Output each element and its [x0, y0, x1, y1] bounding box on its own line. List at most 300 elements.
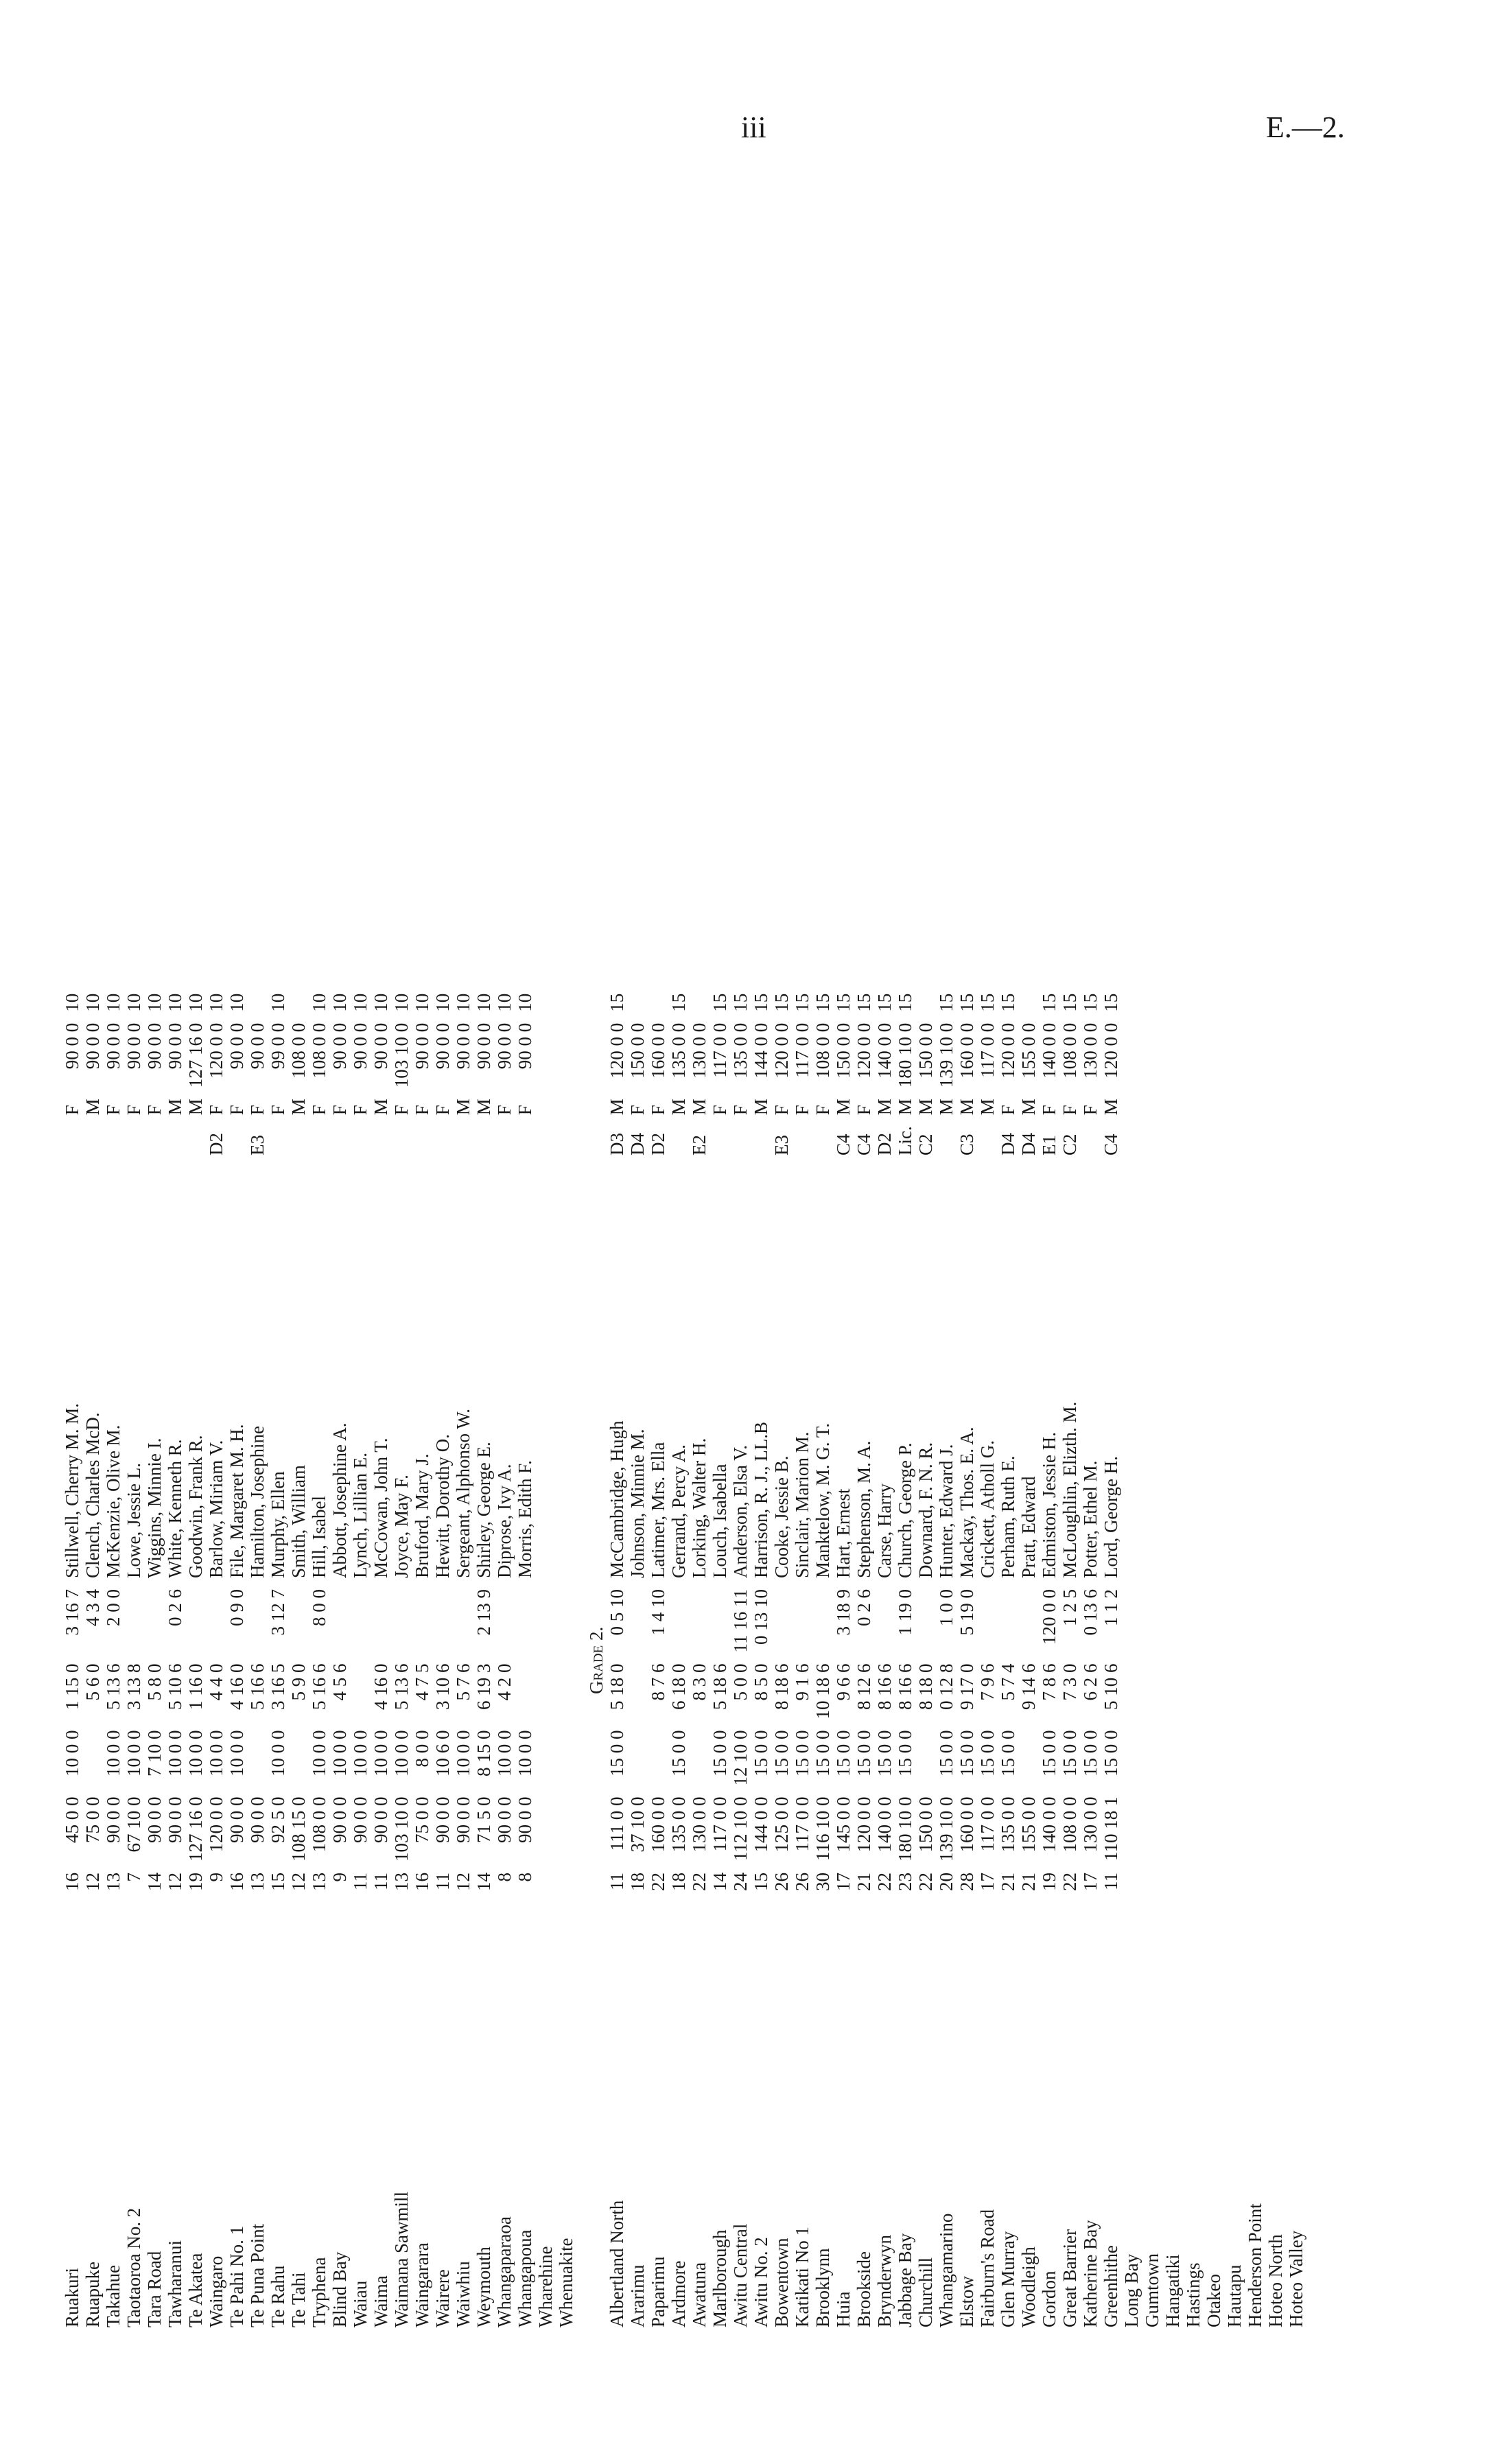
other-allowance: [812, 1584, 833, 1658]
teacher-bonus: [1142, 988, 1162, 1018]
teacher-name: Stephenson, M. A.: [854, 1440, 874, 1578]
bonus: [648, 1725, 668, 1792]
other-allowance: [1245, 1584, 1265, 1658]
teacher-salary: 144 0 0: [751, 1022, 771, 1079]
teacher-bonus: 15: [668, 993, 689, 1012]
bonus: 15 0 0: [668, 1730, 689, 1776]
attendance: [1204, 1867, 1224, 1897]
teacher-name: Diprose, Ivy A.: [494, 1464, 515, 1578]
other-allowance: 0 9 0: [226, 1589, 247, 1626]
teacher-salary: 117 0 0: [792, 1022, 812, 1078]
table-row: [288, 988, 309, 2333]
sex: [1286, 1093, 1306, 1120]
classification: [1183, 1120, 1204, 1161]
school-name: Whangapoua: [515, 2229, 535, 2327]
teacher-bonus: 10: [473, 993, 494, 1012]
sex: M: [82, 1099, 103, 1116]
school-name: Ruakuri: [62, 2268, 82, 2327]
salary: [1265, 1792, 1286, 1868]
attendance: 21: [998, 1873, 1018, 1891]
bonus: 10 0 0: [165, 1730, 185, 1776]
teacher-salary: [1183, 1018, 1204, 1094]
teacher-bonus: 10: [412, 993, 432, 1012]
teacher-name: [1265, 1161, 1286, 1584]
teacher-name: [1121, 1161, 1142, 1584]
sex: [556, 1093, 576, 1120]
school-name: Awatuna: [689, 2262, 709, 2327]
capitation: 10 18 6: [812, 1663, 833, 1720]
teacher-bonus: [1183, 988, 1204, 1018]
teacher-salary: [1245, 1018, 1265, 1094]
other-allowance: 0 13 10: [751, 1589, 771, 1645]
salary: 108 15 0: [288, 1796, 309, 1862]
bonus: 10 0 0: [371, 1730, 391, 1776]
teacher-bonus: 15: [1101, 993, 1121, 1012]
teacher-salary: [1162, 1018, 1183, 1094]
bonus: [82, 1725, 103, 1792]
sex: F: [648, 1105, 668, 1116]
bonus: 10 0 0: [185, 1730, 206, 1776]
classification: [709, 1120, 730, 1161]
table-row: [1245, 988, 1265, 2333]
teacher-bonus: [1018, 988, 1039, 1018]
sex: F: [771, 1105, 792, 1116]
table-row: [556, 988, 576, 2333]
sex: M: [751, 1099, 771, 1116]
sex: M: [833, 1099, 854, 1116]
classification: [1080, 1120, 1101, 1161]
attendance: 14: [144, 1873, 165, 1891]
teacher-salary: 90 0 0: [412, 1022, 432, 1070]
bonus: 15 0 0: [812, 1730, 833, 1776]
salary: 117 0 0: [709, 1796, 730, 1852]
sex: F: [854, 1105, 874, 1116]
school-name: Gordon: [1039, 2271, 1059, 2327]
other-allowance: 0 13 6: [1080, 1589, 1101, 1636]
teacher-bonus: 10: [432, 993, 453, 1012]
other-allowance: [792, 1584, 812, 1658]
bonus: 12 10 0: [730, 1730, 751, 1786]
capitation: [1204, 1658, 1224, 1725]
teacher-salary: 99 0 0: [268, 1022, 288, 1070]
salary: 130 0 0: [689, 1796, 709, 1853]
teacher-salary: 90 0 0: [494, 1022, 515, 1070]
other-allowance: 0 2 6: [165, 1589, 185, 1626]
school-name: Katherine Bay: [1080, 2220, 1101, 2327]
other-allowance: 4 3 4: [82, 1589, 103, 1626]
attendance: 22: [648, 1873, 668, 1891]
bonus: 15 0 0: [771, 1730, 792, 1776]
other-allowance: [288, 1584, 309, 1658]
table-row: [185, 988, 206, 2333]
other-allowance: [124, 1584, 144, 1658]
school-name: Te Pahi No. 1: [226, 2225, 247, 2327]
table-row: [1101, 988, 1121, 2333]
teacher-name: Morris, Edith F.: [515, 1460, 535, 1578]
teacher-salary: [1286, 1018, 1306, 1094]
bonus: 10 0 0: [124, 1730, 144, 1776]
teacher-salary: 120 0 0: [206, 1022, 226, 1079]
teacher-bonus: 15: [730, 993, 751, 1012]
salary: 92 5 0: [268, 1796, 288, 1843]
classification: [329, 1120, 350, 1161]
teacher-name: Pratt, Edward: [1018, 1476, 1039, 1578]
other-allowance: 3 18 9: [833, 1589, 854, 1636]
teacher-bonus: [1204, 988, 1224, 1018]
attendance: 16: [62, 1873, 82, 1891]
bonus: [1162, 1725, 1183, 1792]
attendance: [1183, 1867, 1204, 1897]
salary: [1224, 1792, 1245, 1868]
teacher-name: White, Kenneth R.: [165, 1439, 185, 1578]
sex: F: [709, 1105, 730, 1116]
school-name: Tawharanui: [165, 2240, 185, 2327]
salary: [556, 1792, 576, 1868]
attendance: [535, 1867, 556, 1897]
teacher-bonus: 10: [165, 993, 185, 1012]
teacher-salary: 120 0 0: [771, 1022, 792, 1079]
attendance: 21: [854, 1873, 874, 1891]
sex: F: [268, 1105, 288, 1116]
teacher-name: Hamilton, Josephine: [247, 1426, 268, 1578]
teacher-salary: 90 0 0: [453, 1022, 473, 1070]
sex: [1162, 1093, 1183, 1120]
classification: C4: [1101, 1134, 1121, 1155]
sex: M: [956, 1099, 977, 1116]
school-name: Whangamarino: [936, 2213, 956, 2327]
capitation: 5 13 6: [391, 1663, 412, 1710]
school-name: Waingarara: [412, 2242, 432, 2327]
table-row: [648, 988, 668, 2333]
other-allowance: [627, 1584, 648, 1658]
attendance: 11: [371, 1873, 391, 1890]
table-row: [268, 988, 288, 2333]
sex: F: [329, 1105, 350, 1116]
attendance: 15: [751, 1873, 771, 1891]
teacher-bonus: 10: [453, 993, 473, 1012]
salary: 67 10 0: [124, 1796, 144, 1853]
school-name: Bowentown: [771, 2238, 792, 2327]
bonus: [1265, 1725, 1286, 1792]
teacher-name: Johnson, Minnie M.: [627, 1429, 648, 1578]
attendance: 12: [82, 1873, 103, 1891]
classification: [391, 1120, 412, 1161]
table-row: [494, 988, 515, 2333]
teacher-salary: 139 10 0: [936, 1022, 956, 1088]
salary: 155 0 0: [1018, 1796, 1039, 1853]
other-allowance: [144, 1584, 165, 1658]
school-name: Takahue: [103, 2264, 124, 2327]
teacher-name: Lorking, Walter H.: [689, 1438, 709, 1578]
capitation: 3 16 5: [268, 1663, 288, 1710]
table-row: [771, 988, 792, 2333]
teacher-bonus: 15: [895, 993, 915, 1012]
classification: [144, 1120, 165, 1161]
teacher-bonus: 10: [391, 993, 412, 1012]
other-allowance: [1183, 1584, 1204, 1658]
teacher-bonus: 15: [936, 993, 956, 1012]
teacher-bonus: [247, 988, 268, 1018]
table-row: [1039, 988, 1059, 2333]
teacher-bonus: 15: [751, 993, 771, 1012]
sex: M: [874, 1099, 895, 1116]
classification: [288, 1120, 309, 1161]
school-name: Brookside: [854, 2251, 874, 2327]
teacher-bonus: 15: [874, 993, 895, 1012]
attendance: [1265, 1867, 1286, 1897]
other-allowance: [371, 1584, 391, 1658]
other-allowance: 1 1 2: [1101, 1589, 1121, 1626]
other-allowance: 2 13 9: [473, 1589, 494, 1636]
teacher-name: McCambridge, Hugh: [607, 1420, 627, 1578]
other-allowance: [1142, 1584, 1162, 1658]
sex: F: [350, 1105, 371, 1116]
table-row: [751, 988, 771, 2333]
teacher-name: [556, 1161, 576, 1584]
sex: F: [124, 1105, 144, 1116]
other-allowance: [668, 1584, 689, 1658]
teacher-salary: 140 0 0: [1039, 1022, 1059, 1079]
other-allowance: 3 12 7: [268, 1589, 288, 1636]
other-allowance: 2 0 0: [103, 1589, 124, 1626]
teacher-name: McLoughlin, Elizth. M.: [1059, 1401, 1080, 1578]
salary: 90 0 0: [329, 1796, 350, 1843]
other-allowance: [1162, 1584, 1183, 1658]
capitation: 1 15 0: [62, 1663, 82, 1710]
table-row: [473, 988, 494, 2333]
school-name: Hautapu: [1224, 2264, 1245, 2327]
sex: M: [1018, 1099, 1039, 1116]
sex: M: [936, 1099, 956, 1116]
attendance: 23: [895, 1873, 915, 1891]
school-name: Ardmore: [668, 2260, 689, 2327]
teacher-bonus: 15: [812, 993, 833, 1012]
bonus: 10 6 0: [432, 1730, 453, 1776]
teacher-name: File, Margaret M. H.: [226, 1424, 247, 1578]
sex: M: [288, 1099, 309, 1116]
teacher-salary: [556, 1018, 576, 1094]
teacher-salary: [1224, 1018, 1245, 1094]
classification: [751, 1120, 771, 1161]
salary: 37 10 0: [627, 1796, 648, 1853]
sex: F: [494, 1105, 515, 1116]
teacher-salary: 90 0 0: [82, 1022, 103, 1070]
capitation: 5 18 6: [709, 1663, 730, 1710]
classification: [268, 1120, 288, 1161]
teacher-salary: 130 0 0: [1080, 1022, 1101, 1079]
classification: [1245, 1120, 1265, 1161]
sex: M: [1101, 1099, 1121, 1116]
teacher-salary: 150 0 0: [627, 1022, 648, 1079]
capitation: 9 1 6: [792, 1663, 812, 1701]
bonus: [535, 1725, 556, 1792]
teacher-bonus: 15: [977, 993, 998, 1012]
school-name: Awitu No. 2: [751, 2237, 771, 2327]
classification: [226, 1120, 247, 1161]
school-name: Waingaro: [206, 2255, 226, 2327]
teacher-name: Joyce, May F.: [391, 1475, 412, 1578]
teacher-name: Church, George P.: [895, 1442, 915, 1578]
attendance: 13: [103, 1873, 124, 1891]
capitation: [1245, 1658, 1265, 1725]
table-row: [412, 988, 432, 2333]
school-name: Otakeo: [1204, 2274, 1224, 2327]
teacher-bonus: 15: [1080, 993, 1101, 1012]
salary: [535, 1792, 556, 1868]
teacher-bonus: [627, 988, 648, 1018]
salary: 117 0 0: [792, 1796, 812, 1852]
sex: [1265, 1093, 1286, 1120]
teacher-name: Latimer, Mrs. Ella: [648, 1442, 668, 1578]
capitation: 7 8 6: [1039, 1663, 1059, 1701]
table-row: [895, 988, 915, 2333]
teacher-bonus: [1121, 988, 1142, 1018]
teacher-salary: 120 0 0: [1101, 1022, 1121, 1079]
sex: [535, 1093, 556, 1120]
bonus: [1121, 1725, 1142, 1792]
attendance: 16: [412, 1873, 432, 1891]
bonus: 15 0 0: [1059, 1730, 1080, 1776]
salary: 140 0 0: [1039, 1796, 1059, 1853]
table-row: [689, 988, 709, 2333]
classification: [350, 1120, 371, 1161]
salary: 90 0 0: [350, 1796, 371, 1843]
bonus: 10 0 0: [206, 1730, 226, 1776]
teacher-salary: 90 0 0: [226, 1022, 247, 1070]
attendance: 18: [627, 1873, 648, 1891]
classification: [371, 1120, 391, 1161]
table-row: [607, 988, 627, 2333]
table-row: [998, 988, 1018, 2333]
bonus: 10 0 0: [309, 1730, 329, 1776]
salary: 117 0 0: [977, 1796, 998, 1852]
other-allowance: 1 19 0: [895, 1589, 915, 1636]
other-allowance: [709, 1584, 730, 1658]
teacher-bonus: 15: [956, 993, 977, 1012]
teacher-bonus: 10: [226, 993, 247, 1012]
capitation: 9 17 0: [956, 1663, 977, 1710]
sex: F: [226, 1105, 247, 1116]
teacher-bonus: [556, 988, 576, 1018]
other-allowance: [771, 1584, 792, 1658]
salary: 145 0 0: [833, 1796, 854, 1853]
attendance: 8: [494, 1873, 515, 1882]
capitation: 5 10 6: [1101, 1663, 1121, 1710]
capitation: [1265, 1658, 1286, 1725]
attendance: 17: [977, 1873, 998, 1891]
capitation: 4 16 0: [226, 1663, 247, 1710]
teacher-name: Potter, Ethel M.: [1080, 1460, 1101, 1578]
school-name: Fairburn's Road: [977, 2209, 998, 2327]
report-reference: E.—2.: [1266, 110, 1345, 144]
capitation: [1162, 1658, 1183, 1725]
other-allowance: [977, 1584, 998, 1658]
school-name: Marlborough: [709, 2229, 730, 2327]
bonus: 8 15 0: [473, 1730, 494, 1776]
teacher-salary: [535, 1018, 556, 1094]
school-name: Tryphena: [309, 2257, 329, 2327]
other-allowance: 1 2 5: [1059, 1589, 1080, 1626]
classification: [412, 1120, 432, 1161]
grade-1-rows: [62, 988, 576, 2333]
capitation: [515, 1658, 535, 1725]
sex: F: [62, 1105, 82, 1116]
table-row: [627, 988, 648, 2333]
teacher-name: Wiggins, Minnie I.: [144, 1438, 165, 1578]
capitation: 7 9 6: [977, 1663, 998, 1701]
table-row: [247, 988, 268, 2333]
teacher-salary: [1121, 1018, 1142, 1094]
other-allowance: [535, 1584, 556, 1658]
teacher-bonus: 15: [998, 993, 1018, 1012]
classification: [792, 1120, 812, 1161]
school-name: Whenuakite: [556, 2238, 576, 2327]
table-row: [432, 988, 453, 2333]
capitation: 6 18 0: [668, 1663, 689, 1710]
classification: [82, 1120, 103, 1161]
teacher-name: Cooke, Jessie B.: [771, 1455, 792, 1578]
attendance: [1224, 1867, 1245, 1897]
other-allowance: 11 16 11: [730, 1589, 751, 1653]
sex: F: [730, 1105, 751, 1116]
attendance: 12: [453, 1873, 473, 1891]
capitation: 0 12 8: [936, 1663, 956, 1710]
capitation: 4 2 0: [494, 1663, 515, 1701]
teacher-salary: 120 0 0: [998, 1022, 1018, 1079]
table-row: [1286, 988, 1306, 2333]
teacher-salary: 150 0 0: [833, 1022, 854, 1079]
school-name: Ruapuke: [82, 2262, 103, 2327]
teacher-salary: 108 0 0: [1059, 1022, 1080, 1079]
teacher-name: Lord, George H.: [1101, 1456, 1121, 1578]
school-name: Henderson Point: [1245, 2203, 1265, 2327]
capitation: 7 3 0: [1059, 1663, 1080, 1701]
bonus: [1142, 1725, 1162, 1792]
school-name: Brynderwyn: [874, 2235, 895, 2327]
teacher-bonus: 15: [1039, 993, 1059, 1012]
teacher-bonus: 10: [103, 993, 124, 1012]
table-row: [1183, 988, 1204, 2333]
other-allowance: [350, 1584, 371, 1658]
teacher-name: Sinclair, Marion M.: [792, 1431, 812, 1578]
teacher-name: Manktelow, M. G. T.: [812, 1423, 833, 1578]
table-row: [62, 988, 82, 2333]
salary: 135 0 0: [668, 1796, 689, 1853]
classification: [1224, 1120, 1245, 1161]
attendance: 17: [833, 1873, 854, 1891]
other-allowance: [556, 1584, 576, 1658]
teacher-name: Perham, Ruth E.: [998, 1455, 1018, 1578]
attendance: 17: [1080, 1873, 1101, 1891]
classification: [453, 1120, 473, 1161]
teacher-bonus: 15: [1059, 993, 1080, 1012]
teacher-name: Harrison, R. J., LL.B: [751, 1422, 771, 1578]
teacher-name: Murphy, Ellen: [268, 1471, 288, 1578]
other-allowance: [1224, 1584, 1245, 1658]
teacher-salary: [1142, 1018, 1162, 1094]
school-name: Hoteo Valley: [1286, 2230, 1306, 2327]
school-name: Te Rahu: [268, 2265, 288, 2327]
bonus: [1018, 1725, 1039, 1792]
table-row: [1059, 988, 1080, 2333]
teacher-salary: 90 0 0: [515, 1022, 535, 1070]
teacher-name: Hewitt, Dorothy O.: [432, 1434, 453, 1578]
classification: [668, 1120, 689, 1161]
bonus: 10 0 0: [515, 1730, 535, 1776]
salary: 71 5 0: [473, 1796, 494, 1843]
school-name: Albertland North: [607, 2200, 627, 2327]
table-row: [1162, 988, 1183, 2333]
